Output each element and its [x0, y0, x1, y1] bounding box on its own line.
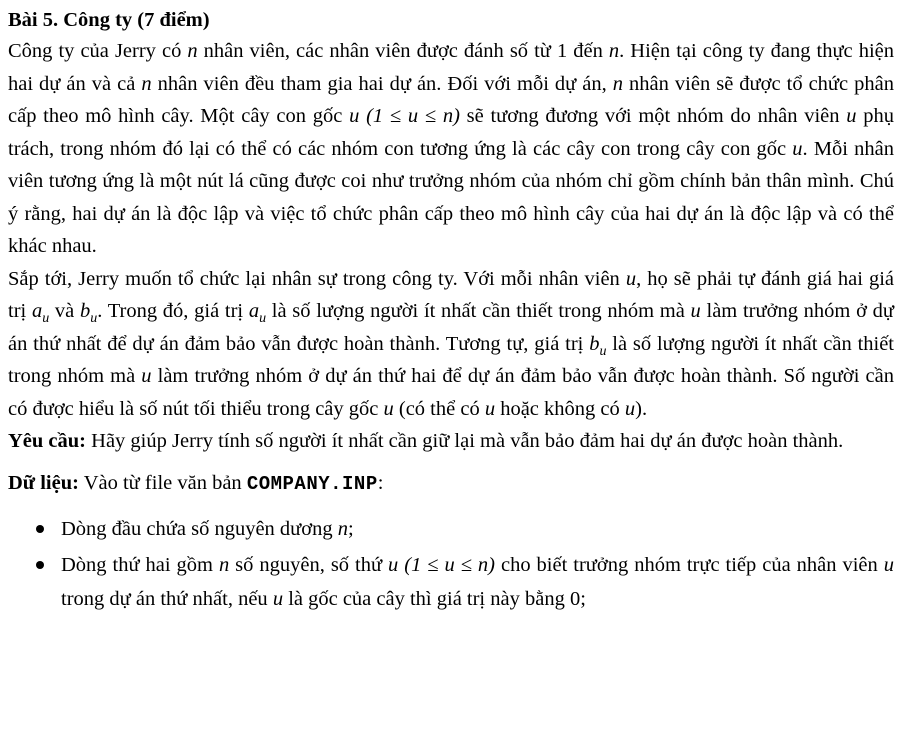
math-subscript: u [90, 311, 98, 327]
text-segment: ; [348, 517, 354, 540]
math-u: u [883, 553, 894, 576]
math-u: u [792, 137, 803, 160]
math-subscript: u [259, 311, 267, 327]
math-range: u (1 ≤ u ≤ n) [388, 553, 496, 576]
text-segment: Dòng đầu chứa số nguyên dương [61, 517, 338, 540]
text-segment: (có thể có [393, 397, 485, 420]
math-a-u [248, 300, 267, 327]
paragraph-description [8, 35, 894, 263]
math-range: u (1 ≤ u ≤ n) [349, 105, 460, 127]
math-u: u [272, 587, 284, 610]
requirement-label: Yêu cầu: [8, 430, 87, 452]
math-base: a [31, 300, 43, 322]
text-segment: . Hiện tại công ty đang thực hiện hai dự án và cả [8, 40, 894, 95]
math-n: n [141, 72, 152, 95]
text-segment: Sắp tới, Jerry muốn tổ chức lại nhân sự trong công ty. Với mỗi nhân viên [8, 267, 626, 290]
paragraph-evaluation [8, 263, 894, 426]
text-segment: làm trưởng nhóm ở dự án thứ nhất để dự án đảm bảo vẫn được hoàn thành. Tương tự, giá trị [8, 300, 894, 355]
problem-statement [8, 5, 894, 618]
text-segment: . Trong đó, giá trị [97, 300, 249, 322]
text-segment: Công ty của Jerry có [8, 40, 188, 62]
text-segment: cho biết trưởng nhóm trực tiếp của nhân viên [495, 553, 884, 576]
text-segment: ). [635, 397, 648, 420]
text-segment: là số lượng người ít nhất cần thiết trong nhóm mà [8, 332, 894, 387]
data-label: Dữ liệu: [8, 471, 79, 494]
input-format-list [8, 512, 894, 616]
text-segment: nhân viên đều tham gia hai dự án. Đối với mỗi dự án, [151, 72, 613, 95]
problem-title: Bài 5. Công ty (7 điểm) [8, 9, 210, 31]
text-segment: . Mỗi nhân viên tương ứng là một nút lá cũng được coi như trưởng nhóm của nhóm chỉ gồm chính bản thân mình. Chú ý rằng, hai dự án là độc lập và việc tổ chức phân cấp theo mô hình cây của hai dự án là độc lập và có thể khác nhau. [8, 137, 894, 257]
data-text: Vào từ file văn bản [78, 471, 247, 494]
math-u: u [846, 105, 857, 127]
list-item [8, 548, 894, 616]
math-base: a [248, 300, 260, 322]
math-base: b [79, 300, 91, 322]
math-u: u [484, 397, 496, 420]
math-n: n [608, 40, 620, 62]
text-segment: và [49, 300, 80, 322]
math-n: n [337, 517, 348, 540]
text-segment: hoặc không có [495, 397, 625, 420]
data-input-line [8, 467, 894, 500]
math-u: u [383, 397, 394, 420]
data-suffix: : [377, 471, 384, 494]
text-segment: là gốc của cây thì giá trị này bằng 0; [283, 587, 586, 610]
requirement-text: Hãy giúp Jerry tính số người ít nhất cần giữ lại mà vẫn bảo đảm hai dự án được hoàn thành. [86, 430, 844, 452]
math-b-u [79, 300, 98, 327]
text-segment: làm trưởng nhóm ở dự án thứ hai để dự án đảm bảo vẫn được hoàn thành. Số người cần có được hiểu là số nút tối thiểu trong cây gốc [8, 365, 894, 420]
bullet-icon [36, 525, 44, 533]
math-subscript: u [599, 343, 607, 359]
math-n: n [612, 72, 624, 95]
math-u: u [624, 397, 636, 420]
list-item [8, 512, 894, 546]
paragraph-requirement [8, 425, 894, 458]
math-b-u [589, 332, 607, 359]
math-n: n [187, 40, 198, 62]
text-segment: nhân viên, các nhân viên được đánh số từ 1 đến [197, 40, 609, 62]
math-u: u [141, 365, 152, 387]
text-segment: Dòng thứ hai gồm [61, 553, 219, 576]
text-segment: số nguyên, số thứ [229, 553, 389, 576]
math-a-u [31, 300, 50, 327]
text-segment: trong dự án thứ nhất, nếu [61, 587, 273, 610]
text-segment: là số lượng người ít nhất cần thiết trong nhóm mà [266, 300, 691, 322]
math-subscript: u [42, 311, 50, 327]
math-n: n [218, 553, 230, 576]
math-base: b [589, 332, 600, 355]
text-segment: sẽ tương đương với một nhóm do nhân viên [459, 105, 847, 127]
text-segment: , họ sẽ phải tự đánh giá hai giá trị [8, 267, 894, 322]
text-segment: nhân viên sẽ được tổ chức phân cấp theo mô hình cây. Một cây con gốc [8, 72, 895, 127]
math-u: u [625, 267, 637, 290]
math-u: u [690, 300, 701, 322]
text-segment: phụ trách, trong nhóm đó lại có thể có các nhóm con tương ứng là các cây con trong cây con gốc [8, 105, 895, 160]
bullet-icon [36, 561, 44, 569]
input-filename: COMPANY.INP [246, 472, 378, 495]
